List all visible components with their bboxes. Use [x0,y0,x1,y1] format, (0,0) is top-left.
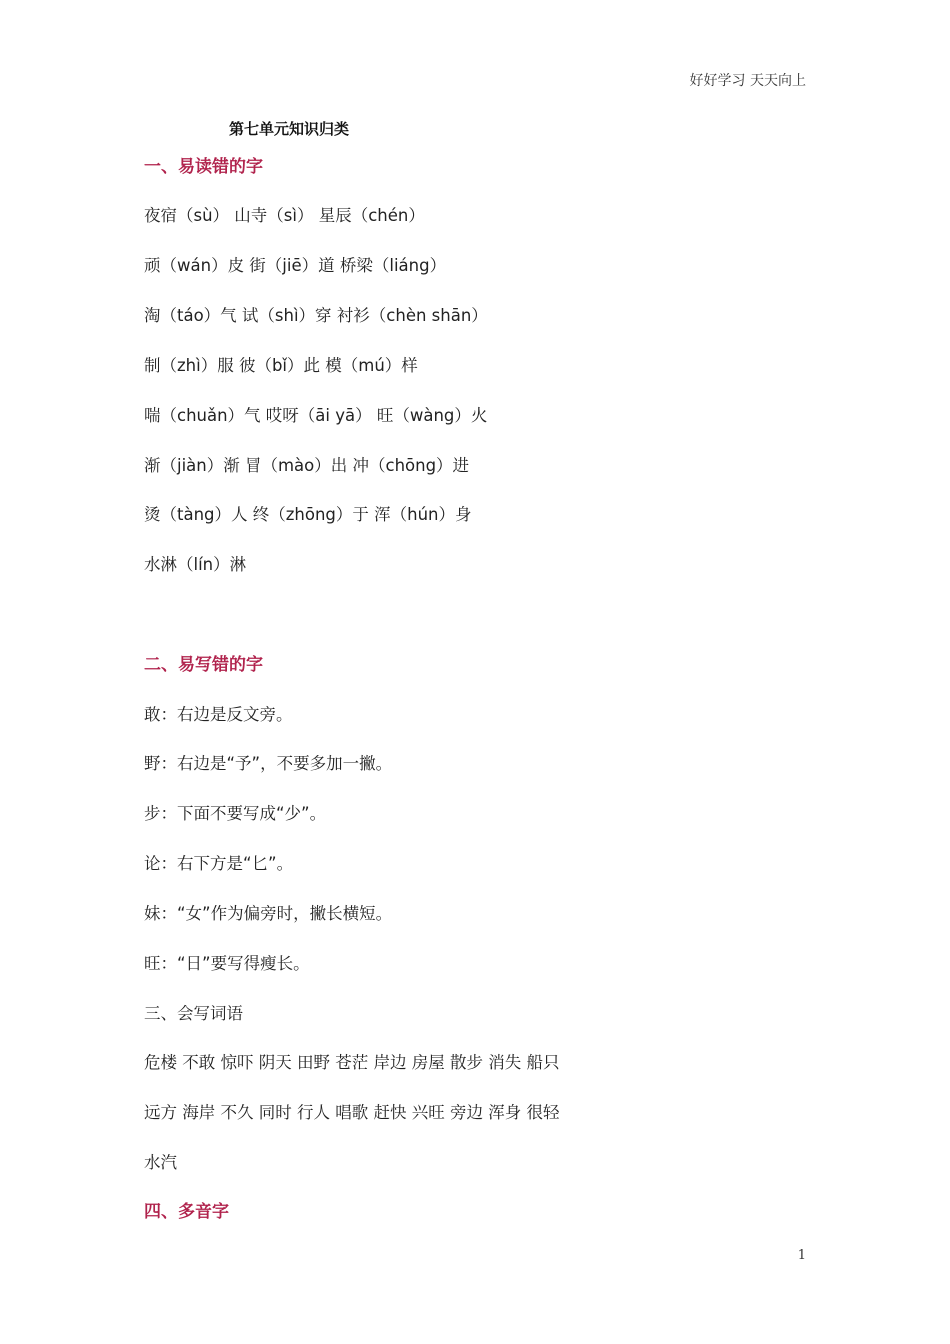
miswritten-line: 步：下面不要写成“少”。 [144,804,327,823]
document-title: 第七单元知识归类 [229,120,350,138]
section-heading-miswritten: 二、易写错的字 [144,655,263,675]
vocabulary-line: 危楼 不敢 惊吓 阴天 田野 苍茫 岸边 房屋 散步 消失 船只 [144,1053,560,1072]
misread-line: 顽（wán）皮 街（jiē）道 桥梁（liáng） [144,256,447,275]
miswritten-line: 野：右边是“予”，不要多加一撇。 [144,754,393,773]
miswritten-line: 论：右下方是“匕”。 [144,854,294,873]
vocabulary-line: 远方 海岸 不久 同时 行人 唱歌 赶快 兴旺 旁边 浑身 很轻 [144,1103,560,1122]
misread-line: 制（zhì）服 彼（bǐ）此 模（mú）样 [144,356,418,375]
misread-line: 烫（tàng）人 终（zhōng）于 浑（hún）身 [144,505,472,524]
page-number: 1 [797,1248,806,1263]
misread-line: 淘（táo）气 试（shì）穿 衬衫（chèn shān） [144,306,488,325]
section-heading-misread: 一、易读错的字 [144,157,263,177]
header-slogan: 好好学习 天天向上 [689,73,806,89]
miswritten-line: 旺：“日”要写得瘦长。 [144,954,310,973]
miswritten-line: 敢：右边是反文旁。 [144,705,293,724]
section-heading-polyphonic: 四、多音字 [144,1202,229,1222]
section-heading-vocabulary: 三、会写词语 [144,1004,243,1023]
misread-line: 渐（jiàn）渐 冒（mào）出 冲（chōng）进 [144,456,470,475]
misread-line: 喘（chuǎn）气 哎呀（āi yā） 旺（wàng）火 [144,406,488,425]
miswritten-line: 妹：“女”作为偏旁时，撇长横短。 [144,904,393,923]
misread-line: 水淋（lín）淋 [144,555,247,574]
vocabulary-line: 水汽 [144,1153,177,1172]
misread-line: 夜宿（sù） 山寺（sì） 星辰（chén） [144,206,425,225]
